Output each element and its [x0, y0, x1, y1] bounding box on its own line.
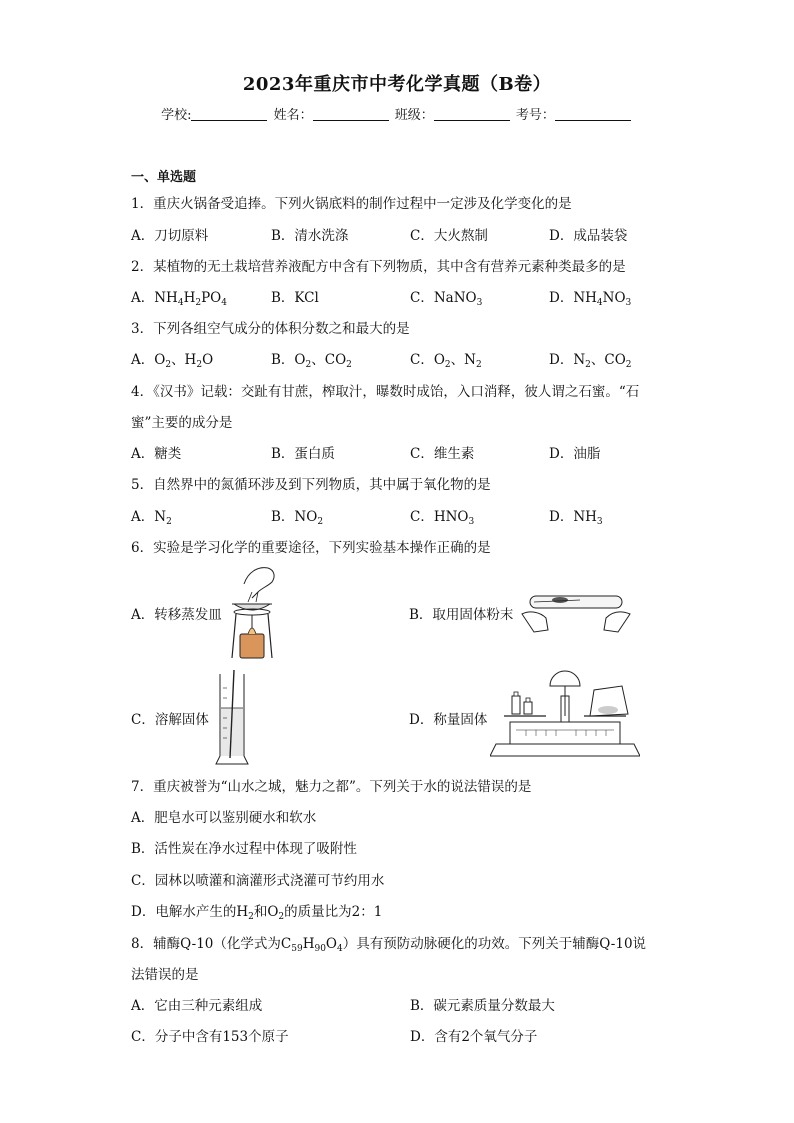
name-label: 姓名：	[273, 108, 313, 123]
question-8-stem-line1: 8．辅酶Q-10（化学式为$C_{59}H_{90}O_4$）具有预防动脉硬化的功效。下列关于辅酶Q-10说	[131, 936, 647, 954]
option-a: A．刀切原料	[131, 228, 209, 244]
option-c: C．NaNO$_3$	[410, 290, 483, 308]
option-b: B．蛋白质	[271, 446, 335, 462]
option-b: B．KCl	[271, 290, 319, 306]
question-5-stem: 5．自然界中的氮循环涉及到下列物质，其中属于氧化物的是	[131, 477, 491, 493]
option-c: C．$HNO_3$	[410, 509, 475, 527]
school-blank[interactable]	[191, 106, 267, 121]
option-d: D．称量固体	[409, 712, 488, 728]
option-c: C．园林以喷灌和滴灌形式浇灌可节约用水	[131, 873, 385, 889]
student-info-line	[0, 104, 794, 123]
school-label: 学校:	[161, 108, 192, 123]
question-3-stem: 3．下列各组空气成分的体积分数之和最大的是	[131, 321, 410, 337]
option-b: B．取用固体粉末	[409, 607, 514, 623]
option-a: A．它由三种元素组成	[131, 998, 263, 1014]
question-4-stem-line2: 蜜”主要的成分是	[131, 415, 233, 431]
option-d: D．$NH_3$	[549, 509, 603, 527]
option-b: B．碳元素质量分数最大	[410, 998, 555, 1014]
option-b: B．$NO_2$	[271, 509, 324, 527]
question-8-options-row2	[131, 1025, 691, 1045]
option-b: B．清水洗涤	[271, 228, 349, 244]
option-a: A．肥皂水可以鉴别硬水和软水	[131, 810, 317, 826]
option-d: D．$N_2$、$CO_2$	[549, 352, 632, 370]
option-a: A．糖类	[131, 446, 182, 462]
question-1-stem: 1．重庆火锅备受追捧。下列火锅底料的制作过程中一定涉及化学变化的是	[131, 196, 572, 212]
question-3-options	[131, 348, 691, 368]
option-c: C．维生素	[410, 446, 475, 462]
page-title: 2023年重庆市中考化学真题（B卷）	[242, 74, 552, 95]
option-d: D．成品装袋	[549, 228, 628, 244]
option-b: B．$O_2$、$CO_2$	[271, 352, 352, 370]
exam-no-label: 考号：	[515, 108, 555, 123]
question-4-options	[131, 442, 691, 462]
question-7-stem: 7．重庆被誉为“山水之城，魅力之都”。下列关于水的说法错误的是	[131, 779, 532, 795]
balance-figure	[490, 666, 640, 762]
question-2-stem: 2．某植物的无土栽培营养液配方中含有下列物质，其中含有营养元素种类最多的是	[131, 259, 626, 275]
option-c: C．大火熬制	[410, 228, 488, 244]
option-b: B．活性炭在净水过程中体现了吸附性	[131, 841, 357, 857]
option-d: D．含有2个氧气分子	[410, 1029, 538, 1045]
test-tube-powder-figure	[520, 584, 632, 636]
graduated-cylinder-figure	[214, 668, 250, 768]
question-1-options	[131, 224, 691, 244]
option-a: A．$NH_4H_2PO_4$	[131, 290, 227, 308]
question-5-options	[131, 505, 691, 525]
name-blank[interactable]	[313, 106, 389, 121]
option-a: A．转移蒸发皿	[131, 607, 222, 623]
option-c: C．$O_2$、$N_2$	[410, 352, 482, 370]
class-label: 班级：	[394, 108, 434, 123]
option-a: A．$O_2$、$H_2O$	[131, 352, 214, 370]
option-d: D．电解水产生的$H_2$和$O_2$的质量比为2：1	[131, 904, 383, 922]
option-a: A．$N_2$	[131, 509, 172, 527]
class-blank[interactable]	[434, 106, 510, 121]
question-4-stem-line1: 4．《汉书》记载：交趾有甘蔗，榨取汁，曝数时成饴，入口消释，彼人谓之石蜜。“石	[131, 384, 640, 400]
question-2-options	[131, 286, 691, 306]
question-8-options-row1	[131, 994, 691, 1014]
exam-no-blank[interactable]	[555, 106, 631, 121]
option-c: C．溶解固体	[131, 712, 209, 728]
section-title: 一、单选题	[131, 170, 197, 185]
option-d: D．$NH_4NO_3$	[549, 290, 632, 308]
option-d: D．油脂	[549, 446, 601, 462]
option-c: C．分子中含有153个原子	[131, 1029, 289, 1045]
question-8-stem-line2: 法错误的是	[131, 967, 199, 983]
question-6-stem: 6．实验是学习化学的重要途径，下列实验基本操作正确的是	[131, 540, 491, 556]
evaporating-dish-figure	[222, 562, 282, 662]
